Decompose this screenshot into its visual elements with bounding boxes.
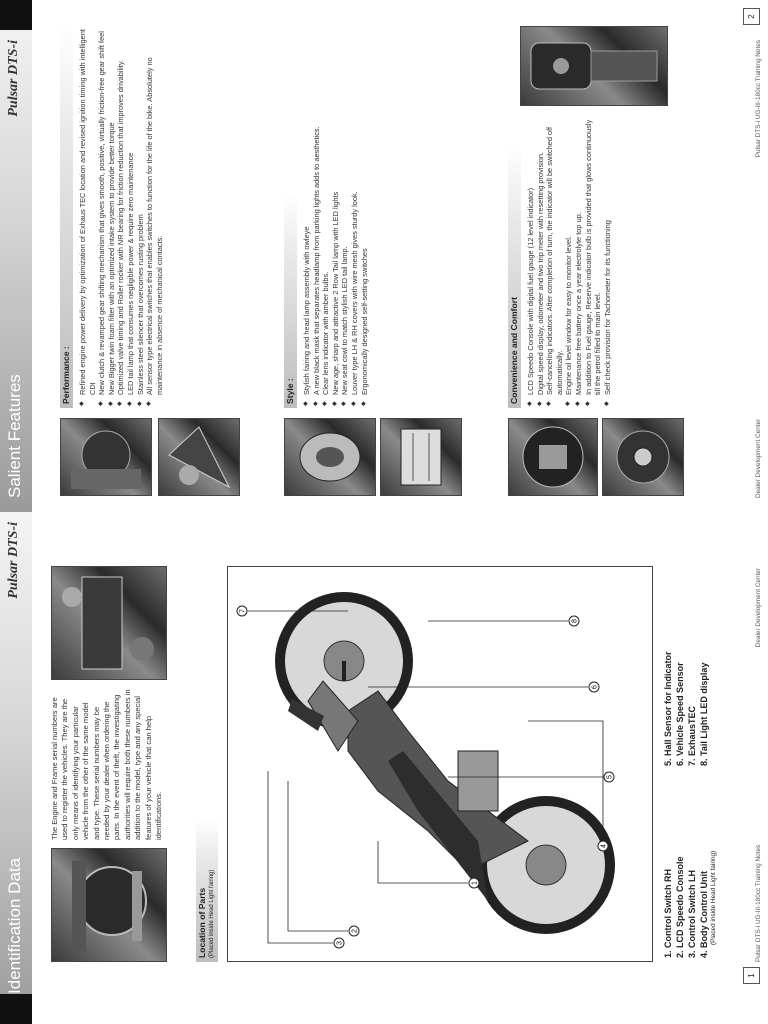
part-item: 2. LCD Speedo Console — [675, 856, 685, 958]
list-item: ◆ Ergonomically designed self-setting switches — [360, 28, 370, 406]
callout-7: 7 — [239, 609, 247, 613]
list-item: ◆ Self check provision for Tachometer for its functioning — [603, 116, 613, 406]
part-item: 7. ExhausTEC — [687, 705, 697, 766]
style-list — [302, 28, 369, 406]
identification-intro: The Engine and Frame serial numbers are used to register the vehicles. They are the only means of identifying your particular vehicle from the other of the same model and type. These serial numbers may be needed by your dealer when ordering the parts. In the event of theft, the investigating authorities will require both these numbers in addition to the model, type and any special features of your vehicle that can help identifications. — [50, 689, 164, 840]
section-title: Location of Parts — [197, 887, 207, 958]
footer-left: Pulsar DTS-i UG-III-180cc Training Notes — [755, 844, 762, 962]
list-item: ◆ New Bigger twin foam filter with an optimized intake system to provide better torque — [107, 28, 117, 406]
part-item: 5. Hall Sensor for Indicator — [663, 651, 673, 766]
list-item: ◆ Optimized valve timing and Roller rocker with NR bearing for friction reduction that improves drivability. — [116, 28, 126, 406]
header-black-tab — [0, 994, 32, 1024]
list-item: ◆ Engine oil level window for easy to monitor level. — [564, 116, 574, 406]
parts-note: (Placed inside Head Light fairing) — [710, 850, 717, 945]
list-item: ◆ Stylish fairing and head lamp assembly with owleye — [302, 28, 312, 406]
list-item: ◆ Digital speed display, odometer and two trip meter with resetting provision. — [536, 116, 546, 406]
engine-number-photo — [51, 848, 167, 962]
list-item: ◆ Maintenance free battery once a year electrolyte top up. — [574, 116, 584, 406]
list-item: ◆ New age, sharp and attractive 2 Row Tail lamp with LED lights — [331, 28, 341, 406]
list-item: ◆ New clutch & revamped gear shifting mechanism that gives smooth, positive, virtually friction-free gear shift feel — [97, 28, 107, 406]
callout-1: 1 — [471, 881, 479, 885]
motorcycle-diagram — [227, 566, 653, 962]
parts-list-col1 — [662, 758, 718, 958]
leader-2 — [288, 781, 348, 931]
performance-photo-2 — [158, 418, 240, 496]
part-item: 8. Tail Light LED display — [699, 662, 709, 766]
callout-3: 3 — [336, 941, 344, 945]
parts-list-col2 — [662, 566, 710, 766]
callout-4: 4 — [600, 844, 608, 848]
list-item: ◆ Louver type LH & RH covers with wire mesh gives sturdy look. — [350, 28, 360, 406]
list-item: ◆ A new black mask that separates headlamp from parking lights adds to aesthetics. — [312, 28, 322, 406]
page-header — [0, 0, 32, 512]
part-item: 3. Control Switch LH — [687, 869, 697, 958]
footer-right: Pulsar DTS-i UG-III-180cc Training Notes — [755, 40, 762, 158]
list-item: ◆ LED tail lamp that consumes negligible power & require zero maintenance — [126, 28, 136, 406]
page-number: 2 — [743, 8, 760, 25]
callout-5: 5 — [606, 775, 614, 779]
comfort-header: Convenience and Comfort — [508, 144, 521, 408]
footer-right: Dealer Development Center — [755, 568, 762, 648]
part-item: 6. Vehicle Speed Sensor — [675, 662, 685, 766]
style-photo-taillamp — [380, 418, 462, 496]
list-item: ◆ In addition to Fuel gauge, Reserve indicator bulb is provided that glows continuously till the petrol filled to main level. — [584, 116, 603, 406]
part-item: 4. Body Control Unit — [699, 870, 709, 958]
callout-8: 8 — [571, 619, 579, 623]
footer-left: Dealer Development Center — [755, 418, 762, 498]
page-number: 1 — [743, 967, 760, 984]
location-of-parts-header — [196, 818, 218, 962]
comfort-photo-speedo — [508, 418, 598, 496]
callout-6: 6 — [591, 685, 599, 689]
page-title: Identification Data — [5, 857, 24, 994]
comfort-photo-oil-window — [602, 418, 684, 496]
header-black-tab — [0, 0, 32, 30]
list-item: ◆ LCD Speedo Console with digital fuel gauge (12 level indicator) — [526, 116, 536, 406]
style-photo-headlamp — [284, 418, 376, 496]
frame-number-photo — [51, 566, 167, 680]
performance-header: Performance : — [60, 24, 73, 408]
list-item: ◆ Clear lens indicator with amber bulbs. — [321, 28, 331, 406]
section-note: (Placed inside Head Light fairing) — [209, 869, 215, 958]
pulsar-logo: Pulsar DTS-i — [6, 40, 21, 117]
callout-2: 2 — [351, 929, 359, 933]
style-header: Style : — [284, 194, 297, 408]
list-item: ◆ New seat cowl to match stylish LED tail lamp. — [340, 28, 350, 406]
leader-3 — [268, 771, 333, 943]
part-item: 1. Control Switch RH — [663, 868, 673, 958]
list-item: ◆ All sensor type electrical switches that enables switches to function for the life of the bike. Absolutely no maintenance in absence of mechanical contacts. — [145, 28, 164, 406]
list-item: ◆ Refined engine power delivery by optimization of Exhaus TEC location and revised ignition timing with intelligent CDI — [78, 28, 97, 406]
list-item: ◆ Self-canceling indicators. After completion of turn, the indicator will be switched off automatically. — [545, 116, 564, 406]
comfort-list — [526, 116, 612, 406]
page-header — [0, 512, 32, 1024]
list-item: ◆ Stainless steel silencer that overcomes rusting problem — [136, 28, 146, 406]
switch-photo — [520, 26, 668, 106]
pulsar-logo: Pulsar DTS-i — [6, 522, 21, 599]
page-title: Salient Features — [5, 374, 24, 498]
performance-list — [78, 28, 164, 406]
performance-photo-1 — [60, 418, 152, 496]
identification-page — [0, 512, 768, 1024]
